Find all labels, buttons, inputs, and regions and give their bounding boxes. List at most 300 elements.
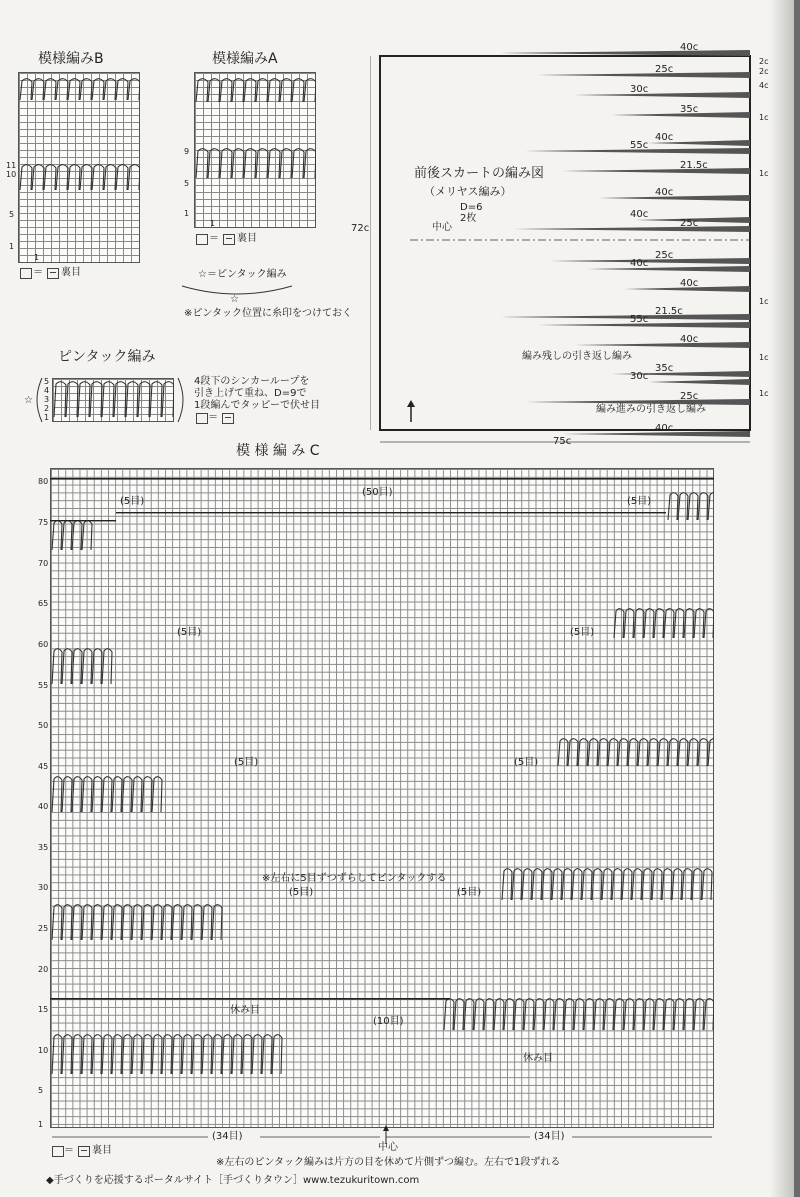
skirt-right-mark: 4c bbox=[759, 81, 769, 90]
pintuck-loop bbox=[208, 149, 220, 178]
pintuck-loop bbox=[152, 777, 162, 812]
pintuck-loop bbox=[574, 999, 584, 1030]
pintuck-loop bbox=[504, 999, 514, 1030]
pintuck-loop bbox=[56, 79, 68, 100]
pintuck-loop bbox=[66, 382, 78, 417]
pintuck-loop bbox=[80, 79, 92, 100]
skirt-right-mark: 2c bbox=[759, 57, 769, 66]
pintuck-loop bbox=[162, 905, 172, 940]
pattern-c-shift-note: ※左右に5目ずつずらしてピンタックする bbox=[262, 873, 447, 884]
pintuck-loop bbox=[102, 777, 112, 812]
skirt-width-label: 30c bbox=[630, 84, 649, 95]
skirt-center: 中心 bbox=[432, 222, 452, 233]
pattern-b-legend-box bbox=[20, 268, 32, 279]
pattern-c-overlay bbox=[50, 468, 714, 1128]
pintuck-loop bbox=[512, 869, 522, 900]
pintuck-loop bbox=[262, 1035, 272, 1074]
pintuck-loop bbox=[280, 149, 292, 178]
pattern-c-row-label: 55 bbox=[38, 681, 49, 690]
pattern-a-legend-eq: ＝ bbox=[209, 233, 219, 244]
pintuck-loop bbox=[220, 79, 232, 102]
pintuck-loop bbox=[684, 999, 694, 1030]
skirt-width-label: 21.5c bbox=[655, 306, 683, 317]
pintuck-loop bbox=[196, 149, 208, 178]
pattern-b-col-1: 1 bbox=[34, 253, 40, 262]
pintuck-loop bbox=[598, 739, 608, 766]
pintuck-loop bbox=[708, 739, 714, 766]
pattern-b-row-1: 1 bbox=[9, 242, 15, 251]
skirt-short-row bbox=[537, 72, 750, 78]
pintuck-note-1: 4段下のシンカーループを bbox=[194, 376, 310, 387]
skirt-right-mark: 1c bbox=[759, 297, 769, 306]
pattern-c-row-label: 25 bbox=[38, 924, 49, 933]
pintuck-loop bbox=[708, 493, 714, 520]
pintuck-loop bbox=[212, 905, 222, 940]
pintuck-loop bbox=[554, 999, 564, 1030]
pintuck-loop bbox=[90, 382, 102, 417]
pintuck-loop bbox=[62, 1035, 72, 1074]
pintuck-loop bbox=[644, 609, 654, 638]
pattern-c-row-label: 10 bbox=[38, 1046, 49, 1055]
footer-text: ◆手づくりを応援するポータルサイト［手づくりタウン］www.tezukuritown.com bbox=[46, 1175, 420, 1186]
pintuck-loop bbox=[44, 79, 56, 100]
pintuck-loop bbox=[562, 869, 572, 900]
pattern-c-rest-right: 休み目 bbox=[523, 1053, 553, 1064]
pattern-c-left-count: (34目) bbox=[212, 1131, 243, 1142]
pintuck-loop bbox=[684, 609, 694, 638]
pintuck-loop bbox=[474, 999, 484, 1030]
pintuck-loop bbox=[232, 79, 244, 102]
pintuck-loop bbox=[20, 79, 32, 100]
skirt-note-rest: 編み残しの引き返し編み bbox=[522, 351, 632, 362]
skirt-count: 2枚 bbox=[460, 213, 477, 224]
pattern-c-five-1l: (5目) bbox=[120, 496, 145, 507]
skirt-width-label: 25c bbox=[655, 250, 674, 261]
pattern-c-title: 模 様 編 み C bbox=[236, 443, 320, 459]
pintuck-loop bbox=[52, 1035, 62, 1074]
pintuck-loop bbox=[694, 609, 704, 638]
pattern-c-rest-left: 休み目 bbox=[230, 1005, 260, 1016]
pintuck-loop bbox=[252, 1035, 262, 1074]
pattern-c-row-label: 45 bbox=[38, 762, 49, 771]
pattern-c-row-label: 80 bbox=[38, 477, 49, 486]
pintuck-loop bbox=[444, 999, 454, 1030]
pintuck-loop bbox=[534, 999, 544, 1030]
pintuck-loop bbox=[618, 739, 628, 766]
skirt-width-label: 40c bbox=[680, 42, 699, 53]
pintuck-loop bbox=[256, 79, 268, 102]
pintuck-loop bbox=[62, 905, 72, 940]
pintuck-loop bbox=[104, 79, 116, 100]
pintuck-loop bbox=[654, 609, 664, 638]
pintuck-loop bbox=[102, 905, 112, 940]
skirt-short-row bbox=[587, 266, 750, 272]
pattern-c-top-rule bbox=[50, 478, 714, 480]
pattern-c-five-2l: (5目) bbox=[177, 627, 202, 638]
pattern-c-row-label: 65 bbox=[38, 599, 49, 608]
pintuck-loop bbox=[304, 79, 316, 102]
skirt-right-mark: 1c bbox=[759, 353, 769, 362]
pintuck-loop bbox=[102, 1035, 112, 1074]
pintuck-loop bbox=[614, 999, 624, 1030]
pintuck-loop bbox=[92, 905, 102, 940]
pintuck-loop bbox=[220, 149, 232, 178]
pintuck-loop bbox=[162, 1035, 172, 1074]
pattern-a-row-9: 9 bbox=[184, 147, 190, 156]
pintuck-loop bbox=[20, 165, 32, 190]
pintuck-loop bbox=[594, 999, 604, 1030]
skirt-width: 75c bbox=[553, 436, 572, 447]
pattern-c-row-label: 20 bbox=[38, 965, 49, 974]
pintuck-loop bbox=[92, 649, 102, 684]
pintuck-row-2: 2 bbox=[44, 404, 50, 413]
pintuck-loop bbox=[678, 739, 688, 766]
pintuck-loop bbox=[602, 869, 612, 900]
pintuck-loop bbox=[292, 149, 304, 178]
pintuck-loop bbox=[196, 79, 208, 102]
pintuck-loop bbox=[132, 1035, 142, 1074]
pintuck-loop bbox=[578, 739, 588, 766]
pattern-a-col-1: 1 bbox=[210, 219, 216, 228]
pintuck-loop bbox=[208, 79, 220, 102]
skirt-width-label: 55c bbox=[630, 140, 649, 151]
pintuck-loop bbox=[514, 999, 524, 1030]
pintuck-loop bbox=[532, 869, 542, 900]
pintuck-loop bbox=[484, 999, 494, 1030]
pintuck-loop bbox=[142, 1035, 152, 1074]
pintuck-loop bbox=[668, 739, 678, 766]
pintuck-loop bbox=[102, 382, 114, 417]
pintuck-loop bbox=[644, 999, 654, 1030]
pintuck-star-marker: ☆ bbox=[24, 395, 33, 406]
pintuck-loop bbox=[104, 165, 116, 190]
pintuck-loop bbox=[638, 739, 648, 766]
pintuck-loop bbox=[138, 382, 150, 417]
pintuck-loop bbox=[52, 649, 62, 684]
pintuck-loop bbox=[92, 79, 104, 100]
pintuck-loop bbox=[624, 609, 634, 638]
pattern-c-center: 中心 bbox=[378, 1142, 398, 1153]
pintuck-note-3: 1段編んでタッピーで伏せ目 bbox=[194, 400, 320, 411]
skirt-short-row bbox=[575, 342, 750, 348]
pintuck-loop bbox=[662, 869, 672, 900]
pintuck-loop bbox=[212, 1035, 222, 1074]
pintuck-loop bbox=[558, 739, 568, 766]
skirt-short-row bbox=[513, 226, 750, 232]
skirt-width-label: 25c bbox=[655, 64, 674, 75]
pattern-c-step bbox=[116, 512, 616, 513]
pattern-a-row-1: 1 bbox=[184, 209, 190, 218]
pintuck-loop bbox=[672, 869, 682, 900]
pintuck-loop bbox=[494, 999, 504, 1030]
skirt-short-row bbox=[550, 258, 750, 264]
skirt-width-label: 30c bbox=[630, 371, 649, 382]
pintuck-loop bbox=[582, 869, 592, 900]
pintuck-loop bbox=[132, 905, 142, 940]
pintuck-loop bbox=[128, 165, 140, 190]
pintuck-loop bbox=[688, 493, 698, 520]
pintuck-loop bbox=[304, 149, 316, 178]
skirt-gauge: D=6 bbox=[460, 202, 483, 213]
pintuck-legend: ☆＝ピンタック編み bbox=[198, 269, 287, 280]
pintuck-loop bbox=[32, 165, 44, 190]
pintuck-loop bbox=[72, 649, 82, 684]
pintuck-loop bbox=[112, 1035, 122, 1074]
pintuck-loop bbox=[92, 777, 102, 812]
skirt-width-label: 40c bbox=[680, 278, 699, 289]
skirt-diagram bbox=[370, 40, 770, 450]
skirt-right-mark: 1c bbox=[759, 389, 769, 398]
pintuck-loop bbox=[116, 165, 128, 190]
pintuck-note-2: 引き上げて重ね、D=9で bbox=[194, 388, 307, 399]
pattern-c-legend-purl bbox=[78, 1146, 90, 1157]
pintuck-loop bbox=[642, 869, 652, 900]
pintuck-loop bbox=[44, 165, 56, 190]
pattern-c-step bbox=[50, 520, 116, 521]
pintuck-loop bbox=[62, 649, 72, 684]
pintuck-loop bbox=[122, 905, 132, 940]
pattern-a-legend-purl bbox=[223, 234, 235, 245]
pintuck-loop bbox=[142, 777, 152, 812]
pattern-c-row-label: 40 bbox=[38, 802, 49, 811]
pintuck-loop bbox=[72, 777, 82, 812]
pintuck-row-1: 1 bbox=[44, 413, 50, 422]
pattern-a-title: 模様編みA bbox=[212, 51, 278, 67]
pintuck-loop bbox=[32, 79, 44, 100]
pattern-a-loops bbox=[194, 72, 316, 228]
skirt-right-mark: 1c bbox=[759, 113, 769, 122]
pintuck-loop bbox=[624, 999, 634, 1030]
pintuck-loop bbox=[72, 1035, 82, 1074]
pintuck-loop bbox=[68, 79, 80, 100]
pintuck-loop bbox=[524, 999, 534, 1030]
skirt-width-label: 40c bbox=[655, 423, 674, 434]
skirt-short-row bbox=[599, 195, 750, 201]
pintuck-loop bbox=[202, 1035, 212, 1074]
pintuck-loops bbox=[52, 378, 174, 422]
skirt-width-label: 25c bbox=[680, 391, 699, 402]
pintuck-loop bbox=[256, 149, 268, 178]
pintuck-loop bbox=[702, 869, 712, 900]
pintuck-title: ピンタック編み bbox=[58, 349, 156, 365]
pattern-c-count-arrows bbox=[50, 1131, 714, 1143]
pattern-c-right-count: (34目) bbox=[534, 1131, 565, 1142]
skirt-right-mark: 1c bbox=[759, 169, 769, 178]
skirt-short-row bbox=[501, 314, 750, 320]
pintuck-loop bbox=[52, 905, 62, 940]
pintuck-legend-eq: ＝ bbox=[208, 412, 218, 423]
pintuck-loop bbox=[658, 739, 668, 766]
pintuck-loop bbox=[80, 165, 92, 190]
pintuck-loop bbox=[584, 999, 594, 1030]
pintuck-loop bbox=[682, 869, 692, 900]
skirt-subtitle: （メリヤス編み） bbox=[424, 185, 512, 198]
skirt-right-mark: 2c bbox=[759, 67, 769, 76]
pintuck-loop bbox=[692, 869, 702, 900]
pintuck-loop bbox=[172, 905, 182, 940]
skirt-title: 前後スカートの編み図 bbox=[414, 166, 545, 181]
pattern-c-legend-text: 裏目 bbox=[92, 1145, 112, 1156]
pintuck-loop bbox=[572, 869, 582, 900]
pintuck-loop bbox=[612, 869, 622, 900]
pattern-c-rest-rule bbox=[50, 998, 450, 1000]
pintuck-loop bbox=[674, 609, 684, 638]
pattern-c-step bbox=[616, 512, 666, 513]
pintuck-loop bbox=[82, 1035, 92, 1074]
pattern-c-row-label: 15 bbox=[38, 1005, 49, 1014]
pattern-a-row-5: 5 bbox=[184, 179, 190, 188]
pintuck-legend-purl bbox=[222, 413, 234, 424]
pintuck-loop bbox=[604, 999, 614, 1030]
pintuck-row-5: 5 bbox=[44, 377, 50, 386]
pattern-c-row-label: 35 bbox=[38, 843, 49, 852]
pintuck-loop bbox=[272, 1035, 282, 1074]
pattern-a-legend-box bbox=[196, 234, 208, 245]
pintuck-legend-box bbox=[196, 413, 208, 424]
pintuck-loop bbox=[542, 869, 552, 900]
pattern-c-ten: (10目) bbox=[373, 1016, 404, 1027]
pintuck-loop bbox=[92, 165, 104, 190]
pintuck-loop bbox=[628, 739, 638, 766]
pintuck-loop bbox=[52, 521, 62, 550]
pintuck-loop bbox=[172, 1035, 182, 1074]
pintuck-loop bbox=[292, 79, 304, 102]
pintuck-loop bbox=[62, 521, 72, 550]
pintuck-loop bbox=[664, 999, 674, 1030]
pattern-c-top-count: (50目) bbox=[362, 487, 393, 498]
pintuck-loop bbox=[162, 382, 174, 417]
pintuck-loop bbox=[704, 609, 714, 638]
pattern-b-legend-text: 裏目 bbox=[61, 267, 81, 278]
pintuck-loop bbox=[244, 149, 256, 178]
pintuck-loop bbox=[634, 609, 644, 638]
skirt-width-label: 55c bbox=[630, 314, 649, 325]
pintuck-loop bbox=[704, 999, 714, 1030]
pintuck-loop bbox=[92, 1035, 102, 1074]
pintuck-loop bbox=[614, 609, 624, 638]
pattern-c-five-1r: (5目) bbox=[627, 496, 652, 507]
pintuck-loop bbox=[52, 777, 62, 812]
pintuck-loop bbox=[152, 905, 162, 940]
pintuck-loop bbox=[698, 493, 708, 520]
pintuck-loop bbox=[232, 149, 244, 178]
pattern-c-five-4r: (5目) bbox=[457, 887, 482, 898]
pattern-c-row-label: 30 bbox=[38, 883, 49, 892]
pintuck-loop bbox=[588, 739, 598, 766]
pintuck-loop bbox=[268, 79, 280, 102]
pintuck-loop bbox=[132, 777, 142, 812]
pintuck-loop bbox=[632, 869, 642, 900]
pintuck-loop bbox=[608, 739, 618, 766]
skirt-width-label: 25c bbox=[680, 218, 699, 229]
pattern-c-legend-box bbox=[52, 1146, 64, 1157]
pintuck-loop bbox=[232, 1035, 242, 1074]
pintuck-loop bbox=[678, 493, 688, 520]
pintuck-loop bbox=[202, 905, 212, 940]
pintuck-loop bbox=[648, 739, 658, 766]
pattern-b-row-10: 10 bbox=[6, 170, 17, 179]
skirt-width-label: 40c bbox=[655, 132, 674, 143]
pintuck-loop bbox=[112, 777, 122, 812]
pintuck-loop bbox=[502, 869, 512, 900]
pintuck-loop bbox=[242, 1035, 252, 1074]
pintuck-loop bbox=[182, 1035, 192, 1074]
pattern-b-row-11: 11 bbox=[6, 161, 17, 170]
pattern-c-bottom-note: ※左右のピンタック編みは片方の目を休めて片側ずつ編む。左右で1段ずれる bbox=[216, 1157, 561, 1168]
pintuck-loop bbox=[192, 905, 202, 940]
skirt-width-label: 40c bbox=[630, 258, 649, 269]
pintuck-loop bbox=[222, 1035, 232, 1074]
pintuck-bracket-right bbox=[176, 376, 190, 424]
pintuck-loop bbox=[182, 905, 192, 940]
pintuck-loop bbox=[622, 869, 632, 900]
skirt-note-adv: 編み進みの引き返し編み bbox=[596, 404, 706, 415]
skirt-short-row bbox=[649, 379, 750, 385]
pintuck-loop bbox=[122, 777, 132, 812]
pintuck-loop bbox=[698, 739, 708, 766]
pintuck-loop bbox=[122, 1035, 132, 1074]
pintuck-loop bbox=[126, 382, 138, 417]
pintuck-loop bbox=[152, 1035, 162, 1074]
pintuck-loop bbox=[82, 777, 92, 812]
page-spine bbox=[794, 0, 800, 1197]
skirt-height: 72c bbox=[351, 223, 370, 234]
pintuck-loop bbox=[72, 905, 82, 940]
pintuck-loop bbox=[568, 739, 578, 766]
pintuck-loop bbox=[522, 869, 532, 900]
pattern-c-row-label: 70 bbox=[38, 559, 49, 568]
pintuck-loop bbox=[68, 165, 80, 190]
pintuck-loop bbox=[102, 649, 112, 684]
pintuck-loop bbox=[564, 999, 574, 1030]
pattern-c-five-4l: (5目) bbox=[289, 887, 314, 898]
pintuck-loop bbox=[192, 1035, 202, 1074]
pintuck-loop bbox=[56, 165, 68, 190]
pattern-a-legend-text: 裏目 bbox=[237, 233, 257, 244]
pintuck-loop bbox=[112, 905, 122, 940]
pattern-b-title: 模様編みB bbox=[38, 51, 104, 67]
pintuck-loop bbox=[454, 999, 464, 1030]
pintuck-loop bbox=[268, 149, 280, 178]
pintuck-loop bbox=[664, 609, 674, 638]
pintuck-row-4: 4 bbox=[44, 386, 50, 395]
pattern-c-row-label: 1 bbox=[38, 1120, 44, 1129]
pintuck-loop bbox=[62, 777, 72, 812]
pintuck-loop bbox=[128, 79, 140, 100]
pintuck-row-3: 3 bbox=[44, 395, 50, 404]
pintuck-loop bbox=[544, 999, 554, 1030]
pattern-c-five-2r: (5目) bbox=[570, 627, 595, 638]
skirt-width-label: 40c bbox=[680, 334, 699, 345]
pintuck-loop bbox=[654, 999, 664, 1030]
pintuck-loop bbox=[82, 521, 92, 550]
pintuck-loop bbox=[464, 999, 474, 1030]
pintuck-loop bbox=[150, 382, 162, 417]
pintuck-loop bbox=[694, 999, 704, 1030]
pintuck-loop bbox=[688, 739, 698, 766]
skirt-width-label: 21.5c bbox=[680, 160, 708, 171]
pintuck-loop bbox=[280, 79, 292, 102]
skirt-width-label: 40c bbox=[630, 209, 649, 220]
pintuck-loop bbox=[82, 649, 92, 684]
pintuck-loop bbox=[668, 493, 678, 520]
pattern-b-legend-purl bbox=[47, 268, 59, 279]
skirt-width-label: 35c bbox=[655, 363, 674, 374]
pintuck-loop bbox=[634, 999, 644, 1030]
pattern-c-row-label: 60 bbox=[38, 640, 49, 649]
pintuck-loop bbox=[78, 382, 90, 417]
pattern-c-five-3l: (5目) bbox=[234, 757, 259, 768]
